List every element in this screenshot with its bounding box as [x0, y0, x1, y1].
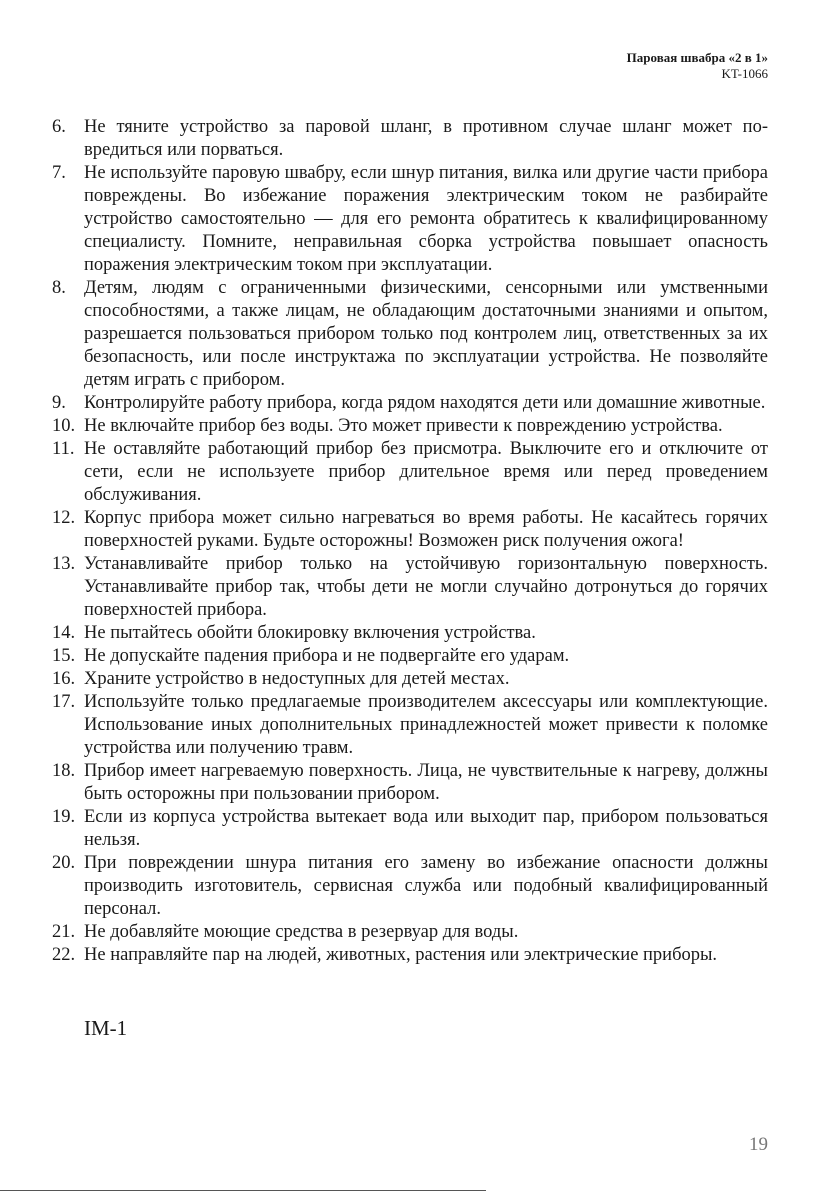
item-text: Корпус прибора может сильно нагреваться во время работы. Не касайтесь горячих поверхностей руками. Будьте осторожны! Возможен риск получения ожога!	[84, 508, 768, 551]
list-item	[52, 944, 768, 967]
item-text: Детям, людям с ограниченными физическими, сенсорными или умственными способностями, а также лицам, не обладающим достаточными знаниями и опытом, разрешается пользоваться прибором только под контролем лиц, ответственных за их безопасность, или после инструктажа по эксплуатации устройства. Не позволяйте детям играть с прибором.	[84, 278, 768, 390]
list-item	[52, 392, 768, 415]
item-number: 7.	[52, 163, 66, 183]
safety-instructions-list	[52, 116, 768, 967]
item-text: Храните устройство в недоступных для детей местах.	[84, 669, 510, 689]
item-number: 6.	[52, 117, 66, 137]
product-title: Паровая швабра «2 в 1»	[626, 50, 768, 65]
item-text: Если из корпуса устройства вытекает вода или выходит пар, прибором пользоваться нельзя.	[84, 807, 768, 850]
item-number: 16.	[52, 669, 76, 689]
item-number: 19.	[52, 807, 76, 827]
item-text: При повреждении шнура питания его замену во избежание опасности должны производить изготовитель, сервисная служба или подобный квалифицированный персонал.	[84, 853, 768, 919]
list-item	[52, 921, 768, 944]
item-number: 13.	[52, 554, 76, 574]
item-text: Не пытайтесь обойти блокировку включения устройства.	[84, 623, 536, 643]
item-number: 22.	[52, 945, 76, 965]
item-number: 20.	[52, 853, 76, 873]
list-item	[52, 438, 768, 507]
item-text: Устанавливайте прибор только на устойчивую горизонтальную поверхность. Устанавливайте прибор так, чтобы дети не могли случайно дотронуться до горячих поверхностей прибора.	[84, 554, 768, 620]
item-text: Не включайте прибор без воды. Это может привести к повреждению устройства.	[84, 416, 723, 436]
item-number: 18.	[52, 761, 76, 781]
item-text: Не направляйте пар на людей, животных, растения или электрические приборы.	[84, 945, 718, 965]
item-text: Не тяните устройство за паровой шланг, в противном случае шланг может повредиться или порваться.	[84, 117, 768, 160]
item-text: Не допускайте падения прибора и не подвергайте его ударам.	[84, 646, 570, 666]
page-header	[627, 50, 768, 82]
list-item	[52, 415, 768, 438]
item-text: Не добавляйте моющие средства в резервуар для воды.	[84, 922, 519, 942]
bottom-divider	[0, 1190, 486, 1191]
item-number: 17.	[52, 692, 76, 712]
list-item	[52, 622, 768, 645]
list-item	[52, 162, 768, 277]
item-text: Прибор имеет нагреваемую поверхность. Лица, не чувствительные к нагреву, должны быть осторожны при пользовании прибором.	[84, 761, 768, 804]
list-item	[52, 553, 768, 622]
list-item	[52, 852, 768, 921]
list-item	[52, 760, 768, 806]
list-item	[52, 691, 768, 760]
section-label: IM-1	[84, 1016, 128, 1040]
page-number: 19	[749, 1134, 768, 1155]
item-number: 11.	[52, 439, 75, 459]
model-number: KT-1066	[721, 66, 768, 81]
item-number: 9.	[52, 393, 66, 413]
item-number: 8.	[52, 278, 66, 298]
list-item	[52, 645, 768, 668]
item-number: 14.	[52, 623, 76, 643]
item-text: Не оставляйте работающий прибор без присмотра. Выключите его и отключите от сети, если не используете прибор длительное время или перед проведением обслуживания.	[84, 439, 768, 505]
list-item	[52, 806, 768, 852]
item-number: 10.	[52, 416, 76, 436]
item-number: 15.	[52, 646, 76, 666]
list-item	[52, 277, 768, 392]
list-item	[52, 507, 768, 553]
list-item	[52, 116, 768, 162]
list-item	[52, 668, 768, 691]
item-text: Используйте только предлагаемые производителем аксессуары или комплектующие. Использование иных дополнительных принадлежностей может привести к поломке устройства или получению травм.	[84, 692, 768, 758]
item-text: Контролируйте работу прибора, когда рядом находятся дети или домашние животные.	[84, 393, 766, 413]
item-number: 12.	[52, 508, 76, 528]
item-text: Не используйте паровую швабру, если шнур питания, вилка или другие части прибора повреждены. Во избежание поражения электрическим током не разбирайте устройство самостоятельно — для его ремонта обратитесь к квалифицированному специалисту. Помните, неправильная сборка устройства повышает опасность поражения электрическим током при эксплуатации.	[84, 163, 768, 275]
item-number: 21.	[52, 922, 76, 942]
